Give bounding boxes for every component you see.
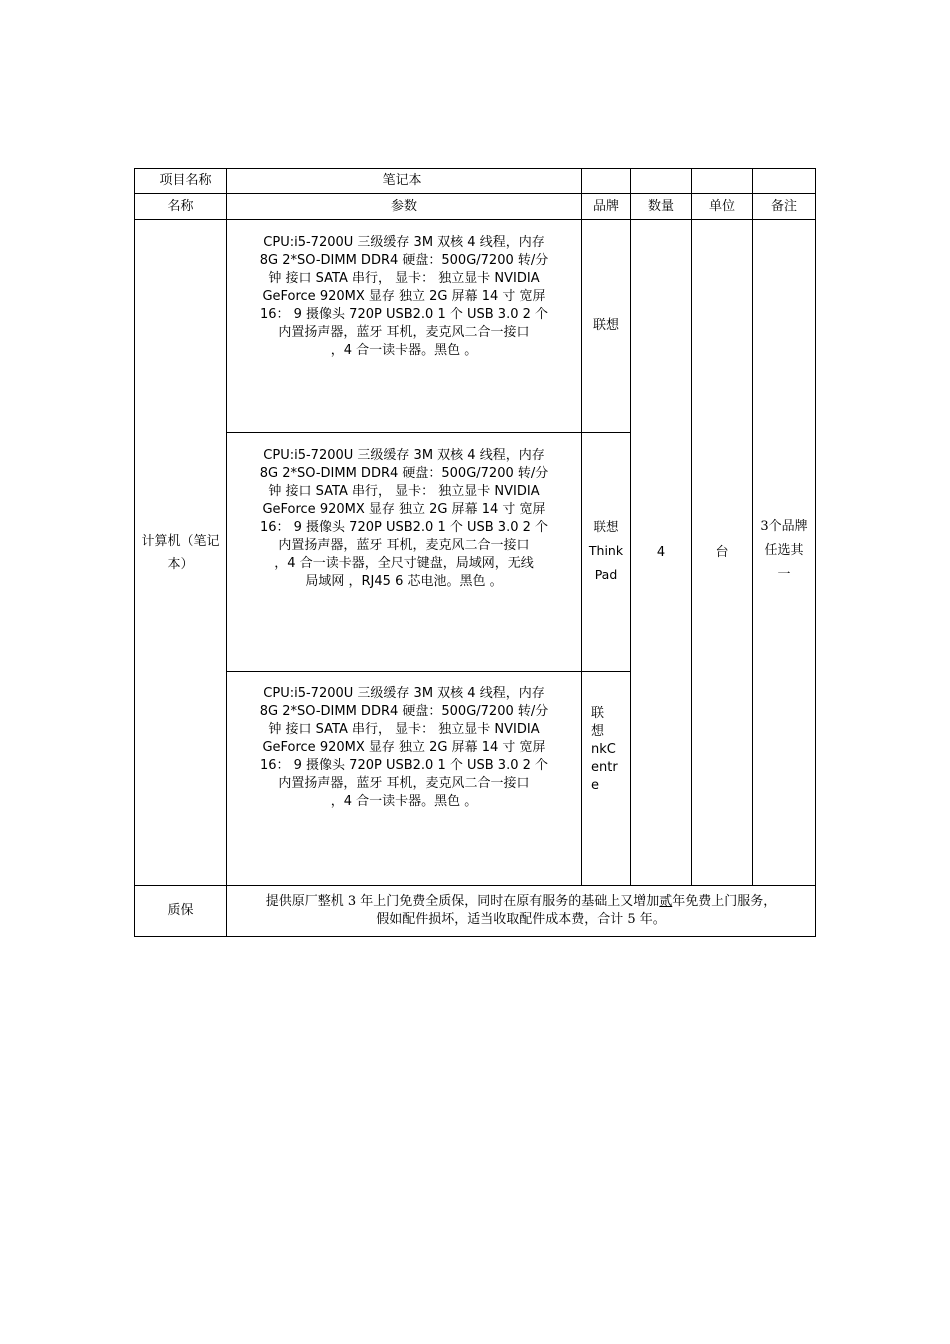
option-2-params: CPU:i5-7200U 三级缓存 3M 双核 4 线程，内存 8G 2*SO-DIMM DDR4 硬盘：500G/7200 转/分 钟 接口 SATA 串行， 显卡： 独立显卡 NVIDIA GeForce 920MX 显存 独立 2G 屏幕 14 寸 宽屏 16： 9 摄像头 720P USB2.0 1 个 USB 3.0 2 个 内置扬声器，蓝牙 耳机，麦克风二合一接口 ，4 合一读卡器，全尺寸键盘，局域网，无线 局域网 ，RJ45 6 芯电池。黑色 。 xyxy=(227,433,582,672)
empty-cell xyxy=(753,169,816,194)
warranty-text: 提供原厂整机 3 年上门免费全质保，同时在原有服务的基础上又增加贰年免费上门服务， 假如配件损坏，适当收取配件成本费，合计 5 年。 xyxy=(227,886,816,937)
warranty-label: 质保 xyxy=(135,886,227,937)
item-name: 计算机（笔记本） xyxy=(135,220,227,886)
col-header-params: 参数 xyxy=(227,194,582,220)
option-1-brand: 联想 xyxy=(582,220,631,433)
empty-cell xyxy=(582,169,631,194)
option-3-params: CPU:i5-7200U 三级缓存 3M 双核 4 线程，内存 8G 2*SO-DIMM DDR4 硬盘：500G/7200 转/分 钟 接口 SATA 串行， 显卡： 独立显卡 NVIDIA GeForce 920MX 显存 独立 2G 屏幕 14 寸 宽屏 16： 9 摄像头 720P USB2.0 1 个 USB 3.0 2 个 内置扬声器，蓝牙 耳机，麦克风二合一接口 ，4 合一读卡器。黑色 。 xyxy=(227,672,582,886)
empty-cell xyxy=(631,169,692,194)
item-remark: 3个品牌任选其一 xyxy=(753,220,816,886)
project-name-label: 项目名称 xyxy=(135,169,227,194)
item-unit: 台 xyxy=(692,220,753,886)
warranty-row xyxy=(135,886,816,937)
option-row-1 xyxy=(135,220,816,433)
col-header-name: 名称 xyxy=(135,194,227,220)
column-header-row xyxy=(135,194,816,220)
option-2-brand: 联想 Think Pad xyxy=(582,433,631,672)
project-name-value: 笔记本 xyxy=(227,169,582,194)
procurement-spec-table xyxy=(134,168,816,937)
item-quantity: 4 xyxy=(631,220,692,886)
project-row xyxy=(135,169,816,194)
col-header-remark: 备注 xyxy=(753,194,816,220)
option-1-params: CPU:i5-7200U 三级缓存 3M 双核 4 线程，内存 8G 2*SO-DIMM DDR4 硬盘：500G/7200 转/分 钟 接口 SATA 串行， 显卡： 独立显卡 NVIDIA GeForce 920MX 显存 独立 2G 屏幕 14 寸 宽屏 16： 9 摄像头 720P USB2.0 1 个 USB 3.0 2 个 内置扬声器，蓝牙 耳机，麦克风二合一接口 ，4 合一读卡器。黑色 。 xyxy=(227,220,582,433)
option-3-brand: 联 想 nkC entr e xyxy=(582,672,631,886)
col-header-unit: 单位 xyxy=(692,194,753,220)
col-header-quantity: 数量 xyxy=(631,194,692,220)
col-header-brand: 品牌 xyxy=(582,194,631,220)
empty-cell xyxy=(692,169,753,194)
